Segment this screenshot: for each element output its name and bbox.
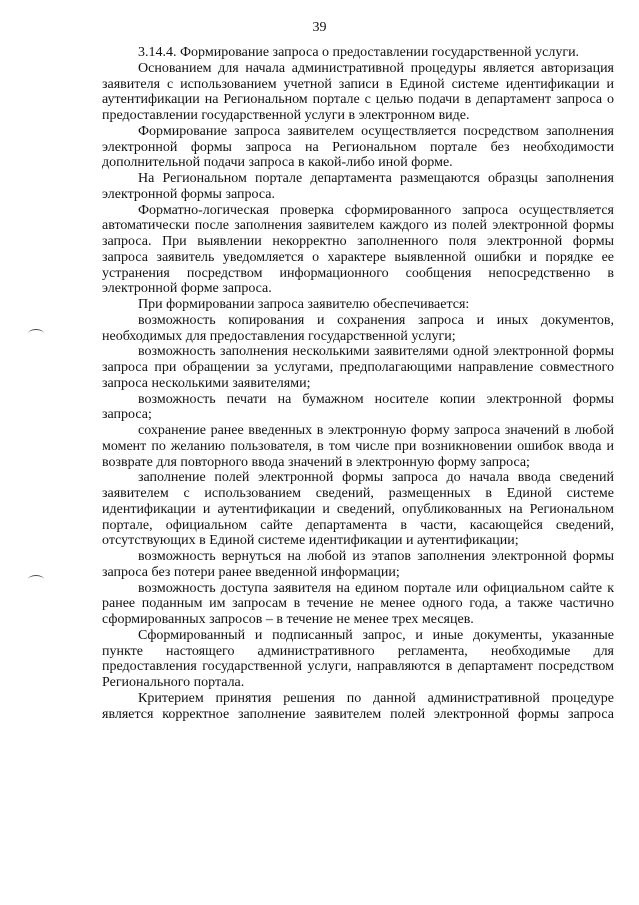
page-number: 39 [312,20,327,35]
section-heading: 3.14.4. Формирование запроса о предоставлении государственной услуги. [138,45,580,60]
list-item-access-history: возможность доступа заявителя на едином портале или официальном сайте к ранее поданным им запросам в течение не менее одного года, а также частично сформированных запросов – в течение не менее трех месяцев. [102,580,614,627]
paragraph-criterion: Критерием принятия решения по данной административной процедуре является корректное заполнение заявителем полей электронной формы запроса [102,690,614,722]
paragraph-forming: Формирование запроса заявителем осуществляется посредством заполнения электронной формы запроса на Региональном портале без необходимости дополнительной подачи запроса в какой-либо иной форме. [102,123,614,171]
paragraph-samples: На Региональном портале департамента размещаются образцы заполнения электронной формы запроса. [102,171,614,202]
list-item-save-values: сохранение ранее введенных в электронную форму запроса значений в любой момент по желанию пользователя, в том числе при возникновении ошибок ввода и возврате для повторного ввода значений в электронную форму запроса; [102,423,614,470]
paragraph-submission: Сформированный и подписанный запрос, и иные документы, указанные пункте настоящего административного регламента, необходимые для предоставления государственной услуги, направляются в департамент посредством Регионального портала. [102,627,614,690]
list-item-return-stage: возможность вернуться на любой из этапов заполнения электронной формы запроса без потери ранее введенной информации; [102,549,614,580]
document-body [102,45,614,722]
list-item-multiple-applicants: возможность заполнения несколькими заявителями одной электронной формы запроса при обращении за услугами, предполагающими направление совместного запроса несколькими заявителями; [102,344,614,391]
paragraph-provisions-intro: При формировании запроса заявителю обеспечивается: [138,297,470,312]
binding-mark-lower [28,575,44,584]
binding-mark-upper [28,329,44,338]
paragraph-basis: Основанием для начала административной процедуры является авторизация заявителя с использованием учетной записи в Единой системе идентификации и аутентификации на Региональном портале с целью подачи в департамент запроса о предоставлении государственной услуги в электронном виде. [102,60,614,123]
list-item-print: возможность печати на бумажном носителе копии электронной формы запроса; [102,391,614,423]
list-item-copy-save: возможность копирования и сохранения запроса и иных документов, необходимых для предоставления государственной услуги; [102,312,614,344]
paragraph-validation: Форматно-логическая проверка сформированного запроса осуществляется автоматически после заполнения заявителем каждого из полей электронной формы запроса. При выявлении некорректно заполненного поля электронной формы запроса заявитель уведомляется о характере выявленной ошибки и порядке ее устранения посредством информационного сообщения непосредственно в электронной форме запроса. [102,202,614,297]
list-item-prefill: заполнение полей электронной формы запроса до начала ввода сведений заявителем с использованием сведений, размещенных в Единой системе идентификации и аутентификации и сведений, опубликованных на Региональном портале, официальном сайте департамента в части, касающейся сведений, отсутствующих в Единой системе идентификации и аутентификации; [102,470,614,549]
